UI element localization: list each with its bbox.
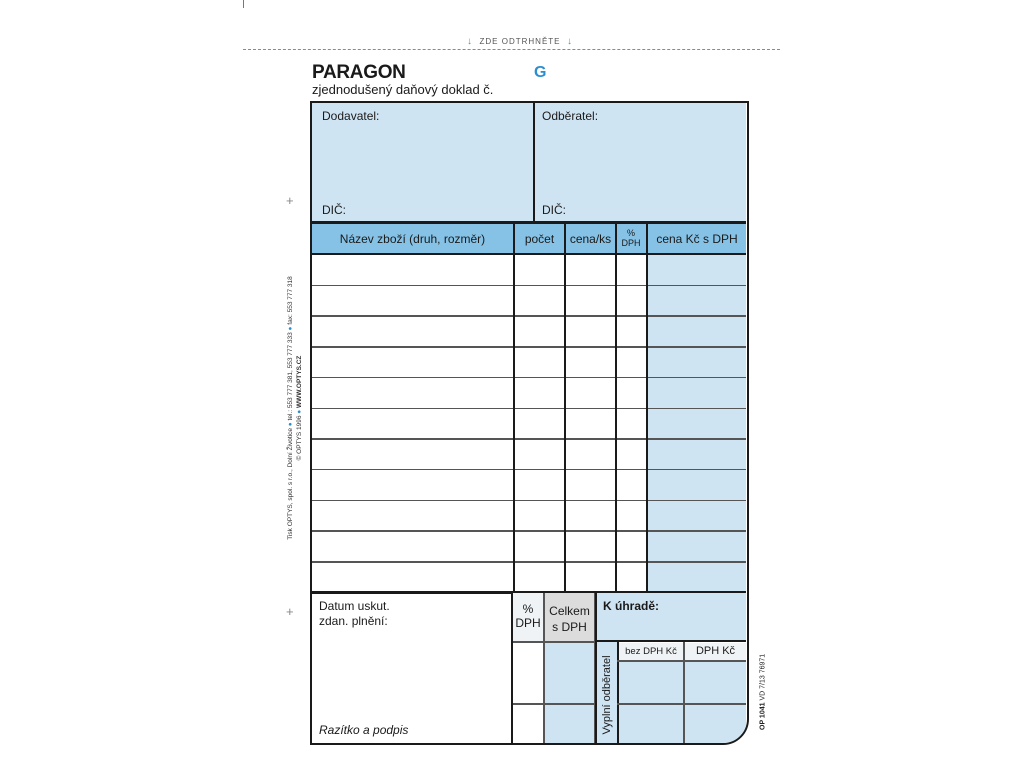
printer-website: WWW.OPTYS.CZ (296, 355, 303, 408)
vat-summary-percent-text: DPH (515, 616, 541, 630)
row-line (312, 561, 746, 563)
quantity-cell[interactable] (515, 254, 564, 284)
bullet-icon: ● (287, 422, 294, 427)
row-line (312, 346, 746, 348)
customer-fill-label: Vyplní odběratel (601, 654, 613, 735)
vat-percent-cell[interactable] (617, 561, 646, 591)
supplier-label: Dodavatel: (322, 109, 380, 123)
quantity-header: počet (524, 232, 555, 246)
item-name-cell[interactable] (312, 438, 513, 468)
vat-percent-header (617, 228, 645, 248)
column-line (646, 224, 648, 591)
cut-instruction (440, 36, 600, 47)
supply-date-label-line1: Datum uskut. (319, 599, 390, 613)
supply-date-label (319, 599, 390, 629)
customer-fill-label-box (597, 642, 617, 745)
quantity-cell[interactable] (515, 377, 564, 407)
price-with-vat-cell[interactable] (648, 408, 746, 438)
bullet-icon: ● (287, 326, 294, 331)
column-line (543, 593, 545, 745)
unit-price-cell[interactable] (566, 315, 615, 345)
party-divider (533, 103, 535, 221)
vat-summary-percent-header (513, 602, 543, 630)
column-line (564, 224, 566, 591)
vat-summary-percent-symbol: % (522, 602, 534, 616)
form-number: OP 1041 (759, 702, 767, 730)
item-name-cell[interactable] (312, 346, 513, 376)
unit-price-cell[interactable] (566, 408, 615, 438)
row-line (312, 438, 746, 440)
without-vat-header: bez DPH Kč (625, 646, 677, 657)
total-with-vat-line1: Celkem (549, 604, 590, 618)
total-with-vat-line2: s DPH (552, 620, 587, 634)
printer-info (281, 238, 309, 578)
total-column (545, 642, 594, 745)
cut-instruction-text: ZDE ODTRHNĚTE (479, 37, 561, 46)
registration-mark: + (286, 604, 294, 619)
vat-percent-cell[interactable] (617, 469, 646, 499)
row-line (312, 500, 746, 502)
unit-price-cell[interactable] (566, 530, 615, 560)
unit-price-cell[interactable] (566, 346, 615, 376)
document-subtitle: zjednodušený daňový doklad č. (312, 82, 494, 97)
quantity-cell[interactable] (515, 285, 564, 315)
vat-percent-cell[interactable] (617, 315, 646, 345)
printer-name: Tisk OPTYS, spol. s r.o., Dolní Životice (287, 428, 294, 540)
item-name-cell[interactable] (312, 408, 513, 438)
supply-date-label-line2: zdan. plnění: (319, 614, 388, 628)
quantity-cell[interactable] (515, 346, 564, 376)
series-letter: G (534, 64, 547, 81)
unit-price-cell[interactable] (566, 285, 615, 315)
item-name-cell[interactable] (312, 561, 513, 591)
document-title: PARAGON (312, 62, 406, 83)
vat-percent-cell[interactable] (617, 408, 646, 438)
price-with-vat-cell[interactable] (648, 438, 746, 468)
quantity-cell[interactable] (515, 438, 564, 468)
supplier-field[interactable] (316, 125, 530, 203)
price-with-vat-cell[interactable] (648, 561, 746, 591)
item-name-cell[interactable] (312, 530, 513, 560)
bullet-icon: ● (296, 409, 303, 414)
quantity-cell[interactable] (515, 408, 564, 438)
row-line (312, 408, 746, 410)
row-line (312, 315, 746, 317)
arrow-down-icon: ↓ (467, 36, 474, 47)
price-with-vat-cell[interactable] (648, 500, 746, 530)
receipt-form (310, 101, 749, 745)
customer-field[interactable] (538, 125, 742, 203)
unit-price-cell[interactable] (566, 500, 615, 530)
form-version: VD 7/13 76971 (759, 653, 767, 701)
column-line (513, 224, 515, 591)
item-name-cell[interactable] (312, 500, 513, 530)
vat-percent-cell[interactable] (617, 377, 646, 407)
price-with-vat-cell[interactable] (648, 285, 746, 315)
vat-percent-cell[interactable] (617, 285, 646, 315)
row-line (312, 469, 746, 471)
unit-price-header: cena/ks (569, 232, 612, 246)
unit-price-cell[interactable] (566, 377, 615, 407)
item-name-cell[interactable] (312, 315, 513, 345)
quantity-cell[interactable] (515, 500, 564, 530)
tear-line (243, 49, 780, 50)
quantity-cell[interactable] (515, 530, 564, 560)
item-name-header: Název zboží (druh, rozměr) (339, 232, 486, 246)
quantity-cell[interactable] (515, 315, 564, 345)
row-line (312, 377, 746, 379)
registration-mark: + (286, 193, 294, 208)
vat-percent-symbol: % (626, 228, 635, 238)
vat-percent-cell[interactable] (617, 254, 646, 284)
form-code (753, 620, 773, 730)
row-line (513, 641, 595, 643)
vat-percent-text: DPH (621, 238, 641, 248)
row-line (617, 703, 746, 705)
supplier-tax-id-label: DIČ: (322, 203, 346, 217)
price-with-vat-cell[interactable] (648, 346, 746, 376)
customer-tax-id-label: DIČ: (542, 203, 566, 217)
vat-amount-header: DPH Kč (695, 645, 736, 657)
vat-percent-cell[interactable] (617, 438, 646, 468)
row-line (513, 703, 595, 705)
price-with-vat-header: cena Kč s DPH (656, 232, 738, 246)
copyright: © OPTYS 1996 (296, 415, 303, 461)
column-line (683, 642, 685, 745)
row-line (312, 530, 746, 532)
header-divider (312, 253, 746, 255)
price-with-vat-cell[interactable] (648, 377, 746, 407)
vat-percent-cell[interactable] (617, 500, 646, 530)
arrow-down-icon: ↓ (566, 36, 573, 47)
printer-fax: fax: 553 777 318 (287, 276, 294, 325)
stamp-signature-label: Razítko a podpis (319, 723, 409, 737)
unit-price-cell[interactable] (566, 254, 615, 284)
item-name-cell[interactable] (312, 469, 513, 499)
price-with-vat-cell[interactable] (648, 254, 746, 284)
quantity-cell[interactable] (515, 469, 564, 499)
total-with-vat-header (545, 603, 594, 635)
price-with-vat-cell[interactable] (648, 469, 746, 499)
quantity-cell[interactable] (515, 561, 564, 591)
amount-due-label: K úhradě: (603, 599, 660, 613)
item-name-cell[interactable] (312, 285, 513, 315)
printer-phone: tel.: 553 777 381, 553 777 333 (287, 332, 294, 421)
crop-mark (243, 0, 244, 8)
section-divider (597, 640, 746, 642)
price-with-vat-cell[interactable] (648, 530, 746, 560)
customer-label: Odběratel: (542, 109, 599, 123)
supply-date-field[interactable] (316, 631, 508, 711)
item-name-cell[interactable] (312, 254, 513, 284)
price-with-vat-cell[interactable] (648, 315, 746, 345)
row-line (312, 285, 746, 287)
item-name-cell[interactable] (312, 377, 513, 407)
unit-price-cell[interactable] (566, 561, 615, 591)
unit-price-cell[interactable] (566, 438, 615, 468)
vat-percent-cell[interactable] (617, 346, 646, 376)
vat-percent-cell[interactable] (617, 530, 646, 560)
column-line (615, 224, 617, 591)
unit-price-cell[interactable] (566, 469, 615, 499)
